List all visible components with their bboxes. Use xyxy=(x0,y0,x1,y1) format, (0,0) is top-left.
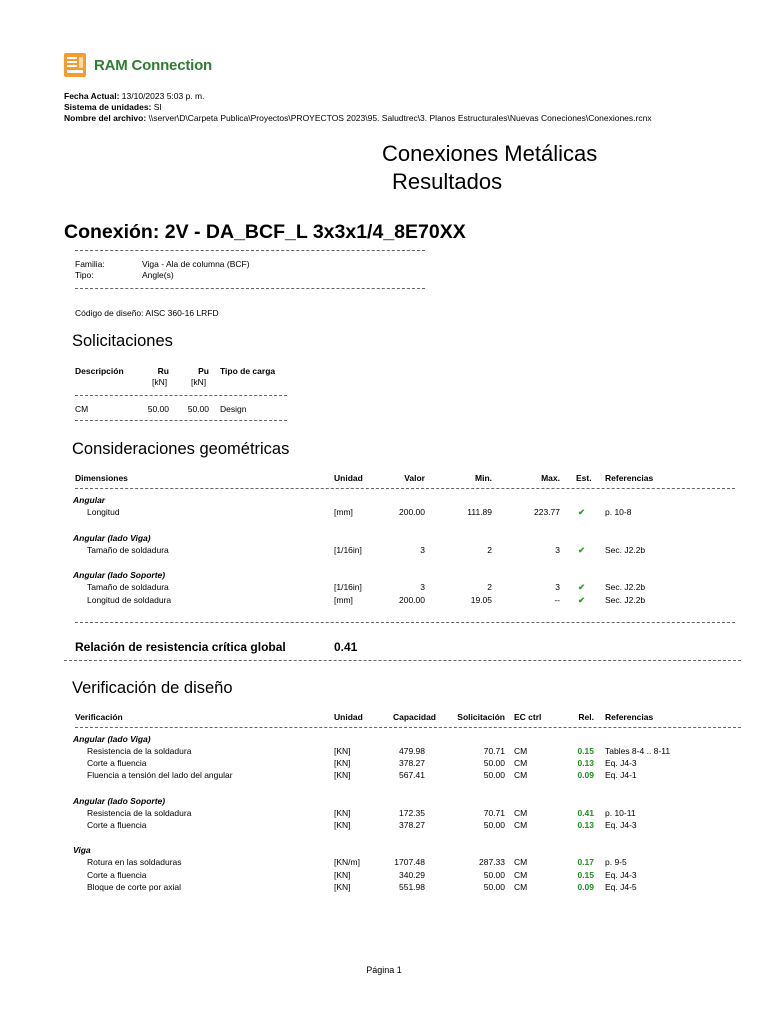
dim-label: Tamaño de soldadura xyxy=(87,545,169,555)
check-capacity: 340.29 xyxy=(399,870,425,880)
check-icon: ✔ xyxy=(578,595,586,605)
load-pu: 50.00 xyxy=(187,404,209,414)
col-header-max: Max. xyxy=(541,473,560,483)
check-ratio: 0.17 xyxy=(577,857,594,867)
check-ref: Tables 8-4 .. 8-11 xyxy=(605,746,671,756)
check-unit: [KN] xyxy=(334,808,351,818)
col-header-dimensiones: Dimensiones xyxy=(75,473,128,483)
group-label: Angular (lado Viga) xyxy=(73,533,151,543)
check-icon: ✔ xyxy=(578,582,586,592)
sistema-label: Sistema de unidades: xyxy=(64,102,152,112)
col-header-verificacion: Verificación xyxy=(75,712,123,722)
ram-logo-icon xyxy=(64,53,86,77)
check-demand: 50.00 xyxy=(483,882,505,892)
check-ec: CM xyxy=(514,758,528,768)
sistema-value: SI xyxy=(153,102,162,112)
dim-min: 111.89 xyxy=(467,507,492,517)
load-tipo: Design xyxy=(220,404,247,414)
section-title-geometricas: Consideraciones geométricas xyxy=(72,440,290,458)
dim-max: 3 xyxy=(555,545,560,555)
check-ref: Eq. J4-3 xyxy=(605,758,637,768)
dim-unit: [mm] xyxy=(334,595,353,605)
col-header-tipo-carga: Tipo de carga xyxy=(220,366,276,376)
col-header-capacidad: Capacidad xyxy=(393,712,436,722)
dim-label: Longitud xyxy=(87,507,120,517)
check-ec: CM xyxy=(514,770,528,780)
check-demand: 50.00 xyxy=(483,770,505,780)
section-title-verificacion: Verificación de diseño xyxy=(72,679,233,697)
divider xyxy=(75,288,425,289)
check-label: Fluencia a tensión del lado del angular xyxy=(87,770,233,780)
dim-unit: [1/16in] xyxy=(334,545,362,555)
check-label: Corte a fluencia xyxy=(87,758,147,768)
dim-value: 200.00 xyxy=(399,507,425,517)
check-ref: p. 9-5 xyxy=(605,857,627,867)
dim-value: 3 xyxy=(420,545,425,555)
check-demand: 287.33 xyxy=(479,857,505,867)
check-ref: Eq. J4-3 xyxy=(605,870,637,880)
fecha-value: 13/10/2023 5:03 p. m. xyxy=(121,91,205,101)
dim-value: 200.00 xyxy=(399,595,425,605)
archivo-label: Nombre del archivo: xyxy=(64,113,147,123)
divider xyxy=(75,727,741,728)
col-header-ru: Ru xyxy=(157,366,169,376)
check-ref: Eq. J4-1 xyxy=(605,770,637,780)
archivo-value: \\server\D\Carpeta Publica\Proyectos\PROYECTOS 2023\95. Saludtrec\3. Planos Estructurales\Nuevas Coneciones\Conexiones.rcnx xyxy=(148,113,652,123)
dim-label: Longitud de soldadura xyxy=(87,595,172,605)
check-label: Resistencia de la soldadura xyxy=(87,746,192,756)
load-ru: 50.00 xyxy=(147,404,169,414)
col-header-referencias: Referencias xyxy=(605,712,654,722)
dim-min: 2 xyxy=(487,545,492,555)
check-unit: [KN] xyxy=(334,758,351,768)
dim-min: 19.05 xyxy=(470,595,492,605)
critical-ratio-label: Relación de resistencia crítica global xyxy=(75,640,286,654)
check-label: Corte a fluencia xyxy=(87,820,147,830)
check-label: Rotura en las soldaduras xyxy=(87,857,182,867)
col-header-est: Est. xyxy=(576,473,592,483)
section-title-solicitaciones: Solicitaciones xyxy=(72,332,173,350)
check-unit: [KN] xyxy=(334,770,351,780)
dim-ref: p. 10-8 xyxy=(605,507,632,517)
unit-ru: [kN] xyxy=(152,377,168,387)
check-capacity: 378.27 xyxy=(399,758,425,768)
dim-unit: [mm] xyxy=(334,507,353,517)
col-header-valor: Valor xyxy=(404,473,425,483)
col-header-rel: Rel. xyxy=(578,712,594,722)
check-capacity: 479.98 xyxy=(399,746,425,756)
check-ec: CM xyxy=(514,870,528,880)
dim-value: 3 xyxy=(420,582,425,592)
col-header-descripcion: Descripción xyxy=(75,366,124,376)
group-label: Angular (lado Soporte) xyxy=(73,796,166,806)
dim-max: 223.77 xyxy=(534,507,560,517)
check-capacity: 567.41 xyxy=(399,770,425,780)
dim-min: 2 xyxy=(487,582,492,592)
group-label: Angular xyxy=(73,495,106,505)
logo-text: RAM Connection xyxy=(94,56,213,74)
check-icon: ✔ xyxy=(578,545,586,555)
tipo-label: Tipo: xyxy=(75,270,94,280)
check-capacity: 378.27 xyxy=(399,820,425,830)
check-ec: CM xyxy=(514,820,528,830)
check-capacity: 551.98 xyxy=(399,882,425,892)
dim-unit: [1/16in] xyxy=(334,582,362,592)
critical-ratio-value: 0.41 xyxy=(334,640,358,654)
check-ec: CM xyxy=(514,746,528,756)
check-label: Resistencia de la soldadura xyxy=(87,808,192,818)
check-ref: Eq. J4-3 xyxy=(605,820,637,830)
check-capacity: 1707.48 xyxy=(394,857,425,867)
dim-max: -- xyxy=(554,595,560,605)
divider xyxy=(75,488,735,489)
document-meta xyxy=(64,91,652,124)
check-demand: 50.00 xyxy=(483,870,505,880)
check-ec: CM xyxy=(514,882,528,892)
fecha-label: Fecha Actual: xyxy=(64,91,120,101)
divider xyxy=(75,622,735,623)
col-header-unidad: Unidad xyxy=(334,473,363,483)
load-desc: CM xyxy=(75,404,89,414)
check-ratio: 0.13 xyxy=(577,820,594,830)
divider xyxy=(75,420,287,421)
connection-title: Conexión: 2V - DA_BCF_L 3x3x1/4_8E70XX xyxy=(64,221,466,243)
check-ec: CM xyxy=(514,857,528,867)
check-demand: 70.71 xyxy=(483,746,505,756)
dim-ref: Sec. J2.2b xyxy=(605,582,646,592)
check-ec: CM xyxy=(514,808,528,818)
page-title: Conexiones Metálicas xyxy=(382,141,598,166)
divider xyxy=(64,660,741,661)
page-number: Página 1 xyxy=(366,965,402,975)
check-unit: [KN/m] xyxy=(334,857,360,867)
tipo-value: Angle(s) xyxy=(142,270,174,280)
check-demand: 50.00 xyxy=(483,758,505,768)
familia-value: Viga - Ala de columna (BCF) xyxy=(142,259,250,269)
check-demand: 70.71 xyxy=(483,808,505,818)
col-header-ec-ctrl: EC ctrl xyxy=(514,712,542,722)
col-header-min: Min. xyxy=(475,473,492,483)
design-code: Código de diseño: AISC 360-16 LRFD xyxy=(75,308,219,318)
check-ratio: 0.09 xyxy=(577,882,594,892)
app-logo xyxy=(64,53,212,77)
col-header-referencias: Referencias xyxy=(605,473,654,483)
check-unit: [KN] xyxy=(334,820,351,830)
check-ratio: 0.15 xyxy=(577,870,594,880)
check-unit: [KN] xyxy=(334,870,351,880)
dim-ref: Sec. J2.2b xyxy=(605,595,646,605)
dim-ref: Sec. J2.2b xyxy=(605,545,646,555)
check-unit: [KN] xyxy=(334,746,351,756)
check-label: Corte a fluencia xyxy=(87,870,147,880)
check-ratio: 0.09 xyxy=(577,770,594,780)
unit-pu: [kN] xyxy=(191,377,207,387)
check-ratio: 0.13 xyxy=(577,758,594,768)
page-subtitle: Resultados xyxy=(392,169,503,194)
group-label: Angular (lado Soporte) xyxy=(73,570,166,580)
check-capacity: 172.35 xyxy=(399,808,425,818)
check-unit: [KN] xyxy=(334,882,351,892)
check-ref: Eq. J4-5 xyxy=(605,882,637,892)
dim-label: Tamaño de soldadura xyxy=(87,582,169,592)
col-header-solicitacion: Solicitación xyxy=(457,712,505,722)
group-label: Angular (lado Viga) xyxy=(73,734,151,744)
col-header-unidad: Unidad xyxy=(334,712,363,722)
divider xyxy=(75,250,425,251)
group-label: Viga xyxy=(73,845,91,855)
check-ref: p. 10-11 xyxy=(605,808,636,818)
check-ratio: 0.15 xyxy=(577,746,594,756)
dim-max: 3 xyxy=(555,582,560,592)
check-icon: ✔ xyxy=(578,507,586,517)
check-label: Bloque de corte por axial xyxy=(87,882,182,892)
familia-label: Familia: xyxy=(75,259,105,269)
divider xyxy=(75,395,287,396)
col-header-pu: Pu xyxy=(198,366,209,376)
check-ratio: 0.41 xyxy=(577,808,594,818)
check-demand: 50.00 xyxy=(483,820,505,830)
